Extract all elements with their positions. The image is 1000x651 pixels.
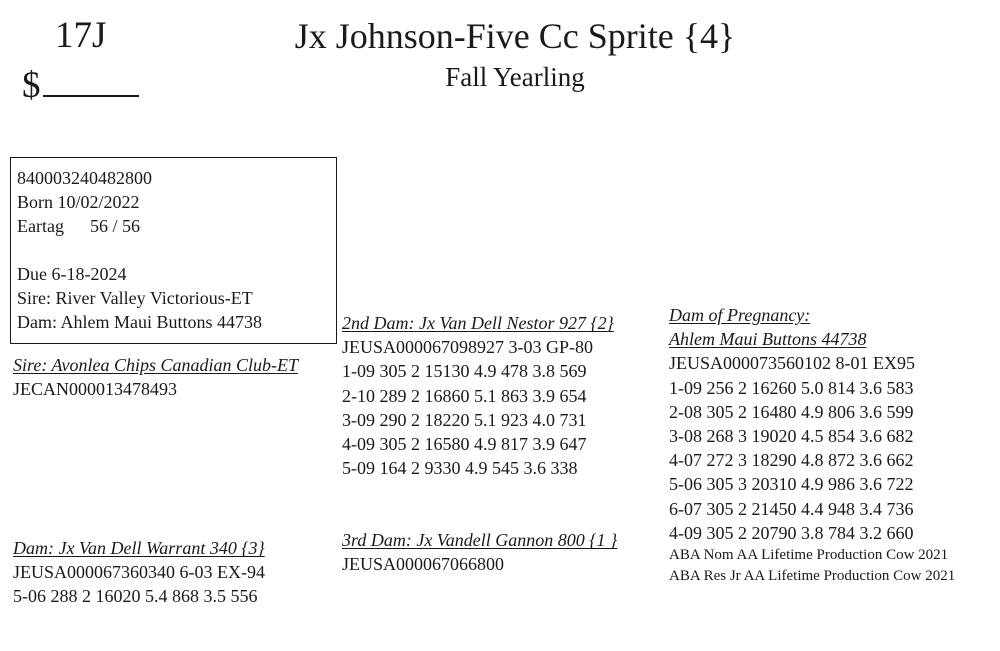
animal-info-box (10, 157, 337, 344)
dam-line: JEUSA000067360340 6-03 EX-94 (13, 562, 265, 583)
third-dam-heading: 3rd Dam: Jx Vandell Gannon 800 {1 } (342, 530, 618, 550)
eartag-value: 56 / 56 (89, 216, 140, 236)
dam-line: 5-06 288 2 16020 5.4 868 3.5 556 (13, 586, 258, 607)
dam-of-pregnancy-line: 4-07 272 3 18290 4.8 872 3.6 662 (669, 450, 914, 471)
dam-of-pregnancy-line: 1-09 256 2 16260 5.0 814 3.6 583 (669, 377, 914, 398)
dam-of-pregnancy-line: 5-06 305 3 20310 4.9 986 3.6 722 (669, 474, 914, 495)
second-dam-line: 3-09 290 2 18220 5.1 923 4.0 731 (342, 409, 587, 430)
second-dam-line: 5-09 164 2 9330 4.9 545 3.6 338 (342, 458, 578, 479)
second-dam-line: 2-10 289 2 16860 5.1 863 3.9 654 (342, 385, 587, 406)
dam-of-pregnancy-name: Ahlem Maui Buttons 44738 (669, 329, 867, 350)
lot-number: 17J (55, 15, 107, 56)
second-dam-block (342, 311, 614, 480)
second-dam-heading: 2nd Dam: Jx Van Dell Nestor 927 {2} (342, 313, 614, 333)
third-dam-block (342, 528, 617, 576)
dam-of-pregnancy-line: 3-08 268 3 19020 4.5 854 3.6 682 (669, 426, 914, 447)
price-blank-line (43, 65, 139, 97)
registration-number: 840003240482800 (17, 168, 152, 188)
birth-date: Born 10/02/2022 (17, 192, 140, 212)
service-dam: Dam: Ahlem Maui Buttons 44738 (17, 312, 262, 332)
dam-of-pregnancy-line: 2-08 305 2 16480 4.9 806 3.6 599 (669, 401, 914, 422)
dam-of-pregnancy-block (669, 303, 955, 586)
service-sire: Sire: River Valley Victorious-ET (17, 288, 253, 308)
animal-class-subtitle: Fall Yearling (445, 62, 585, 92)
second-dam-line: JEUSA000067098927 3-03 GP-80 (342, 337, 594, 358)
eartag-row (17, 214, 336, 238)
dam-heading: Dam: Jx Van Dell Warrant 340 {3} (13, 538, 265, 558)
second-dam-line: 1-09 305 2 15130 4.9 478 3.8 569 (342, 361, 587, 382)
dam-of-pregnancy-heading: Dam of Pregnancy: (669, 305, 811, 325)
animal-name-title: Jx Johnson-Five Cc Sprite {4} (294, 16, 736, 56)
dam-block (13, 536, 265, 609)
price-symbol: $ (22, 65, 41, 106)
sire-block (13, 353, 298, 401)
info-spacer (17, 238, 336, 262)
sire-line: JECAN000013478493 (13, 379, 178, 400)
sire-heading: Sire: Avonlea Chips Canadian Club-ET (13, 355, 299, 375)
dam-of-pregnancy-line: JEUSA000073560102 8-01 EX95 (669, 353, 915, 374)
eartag-label: Eartag (17, 216, 64, 236)
price-field (22, 64, 139, 108)
award-line: ABA Res Jr AA Lifetime Production Cow 2021 (669, 567, 956, 584)
third-dam-line: JEUSA000067066800 (342, 554, 505, 575)
second-dam-line: 4-09 305 2 16580 4.9 817 3.9 647 (342, 434, 587, 455)
award-line: ABA Nom AA Lifetime Production Cow 2021 (669, 547, 949, 564)
dam-of-pregnancy-line: 4-09 305 2 20790 3.8 784 3.2 660 (669, 522, 914, 543)
dam-of-pregnancy-line: 6-07 305 2 21450 4.4 948 3.4 736 (669, 498, 914, 519)
due-date: Due 6-18-2024 (17, 264, 127, 284)
